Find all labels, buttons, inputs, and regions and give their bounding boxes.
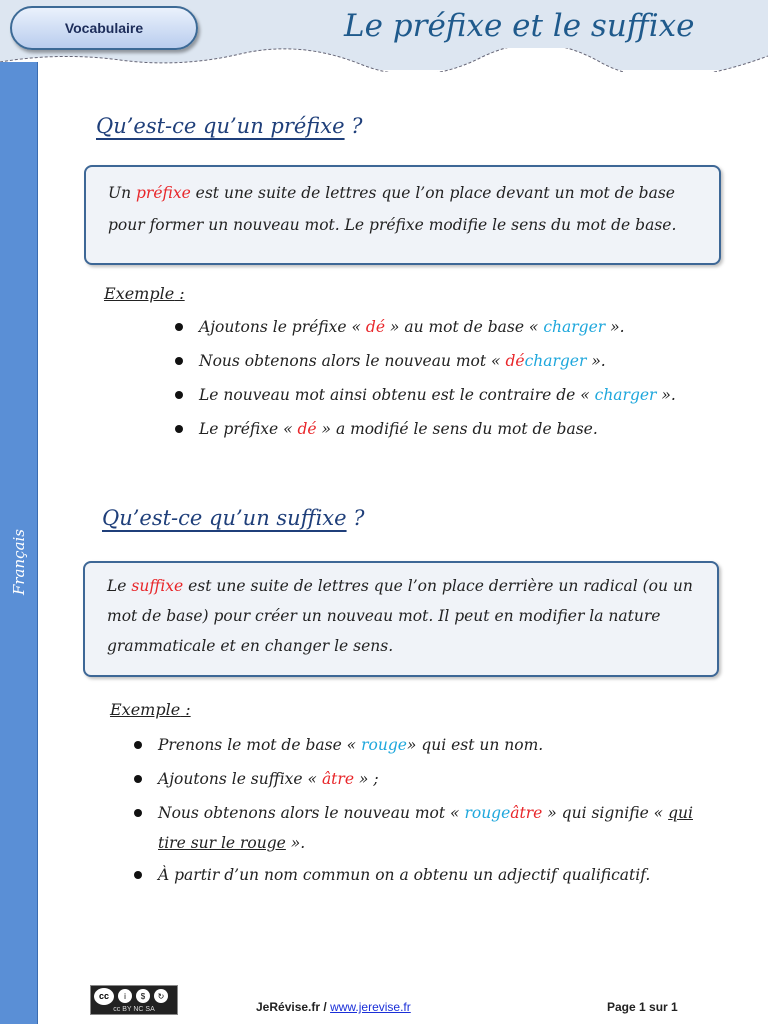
text-segment: » ; [354,770,379,788]
highlighted-text: rouge [464,804,511,822]
text-segment: » qui est un nom. [406,736,544,754]
suffix-example-list [134,728,714,892]
page-title: Le préfixe et le suffixe [344,8,695,44]
text-segment: est une suite de lettres que l’on place derrière un radical (ou un mot de base) pour créer un nouveau mot. Il peut en modifier la nature grammaticale et en changer le sens. [107,577,693,655]
text-segment: Ajoutons le suffixe « [158,770,322,788]
prefix-definition-box [84,165,721,265]
site-link[interactable]: www.jerevise.fr [330,1000,411,1014]
text-segment: Nous obtenons alors le nouveau mot « [158,804,465,822]
suffix-example-label [110,700,191,719]
example-label-text: Exemple [104,284,175,303]
text-segment: » qui signifie « [542,804,669,822]
page-number: Page 1 sur 1 [607,1000,678,1014]
category-badge [10,6,198,50]
colon: : [180,700,191,719]
text-segment: Le préfixe « [199,420,298,438]
license-icons [94,987,174,1005]
text-segment: » a modifié le sens du mot de base. [316,420,598,438]
nc-icon: $ [136,989,150,1003]
example-label-text: Exemple [110,700,181,719]
text-segment: ». [285,834,306,852]
colon: : [174,284,185,303]
suffix-heading-text: Qu’est-ce qu’un suffixe [102,506,347,530]
text-segment: Le nouveau mot ainsi obtenu est le contraire de « [199,386,595,404]
highlighted-text: préfixe [135,184,191,202]
list-item [175,310,676,344]
sidebar-strip [0,62,38,1024]
question-mark: ? [346,506,365,530]
highlighted-text: qui tire sur le rouge [158,804,693,852]
footer-site [256,1000,411,1014]
wavy-divider [0,48,768,72]
suffix-heading [102,506,365,530]
highlighted-text: dé [297,420,317,438]
prefix-heading [96,114,363,138]
list-item [134,796,714,858]
list-item [175,378,676,412]
highlighted-text: âtre [510,804,543,822]
suffix-definition-box [83,561,719,677]
list-item [134,728,714,762]
highlighted-text: charger [543,318,606,336]
separator: / [320,1000,331,1014]
list-item [134,762,714,796]
prefix-heading-text: Qu’est-ce qu’un préfixe [96,114,345,138]
question-mark: ? [344,114,363,138]
text-segment: Nous obtenons alors le nouveau mot « [199,352,506,370]
prefix-definition [108,177,697,241]
suffix-definition [107,571,695,661]
prefix-example-label [104,284,185,303]
highlighted-text: charger [524,352,587,370]
prefix-example-list [175,310,676,446]
text-segment: Ajoutons le préfixe « [199,318,366,336]
license-label: cc BY NC SA [113,1006,155,1013]
text-segment: est une suite de lettres que l’on place devant un mot de base pour former un nouveau mot. Le préfixe modifie le sens du mot de base. [108,184,677,234]
highlighted-text: âtre [321,770,354,788]
cc-icon: cc [94,988,114,1005]
list-item [175,344,676,378]
text-segment: Un [108,184,136,202]
site-name: JeRévise.fr [256,1000,321,1014]
list-item [175,412,676,446]
creative-commons-badge [90,985,178,1015]
text-segment: Le [107,577,132,595]
highlighted-text: dé [505,352,525,370]
sa-icon: ↻ [154,989,168,1003]
list-item [134,858,714,892]
subject-label: Français [10,528,28,596]
highlighted-text: rouge [361,736,407,754]
text-segment: » au mot de base « [385,318,544,336]
text-segment: ». [586,352,606,370]
text-segment: Prenons le mot de base « [158,736,362,754]
by-icon: i [118,989,132,1003]
highlighted-text: suffixe [131,577,184,595]
text-segment: ». [605,318,625,336]
category-label: Vocabulaire [64,20,144,36]
text-segment: ». [656,386,676,404]
highlighted-text: dé [365,318,385,336]
highlighted-text: charger [594,386,657,404]
text-segment: À partir d’un nom commun on a obtenu un adjectif qualificatif. [158,866,651,884]
